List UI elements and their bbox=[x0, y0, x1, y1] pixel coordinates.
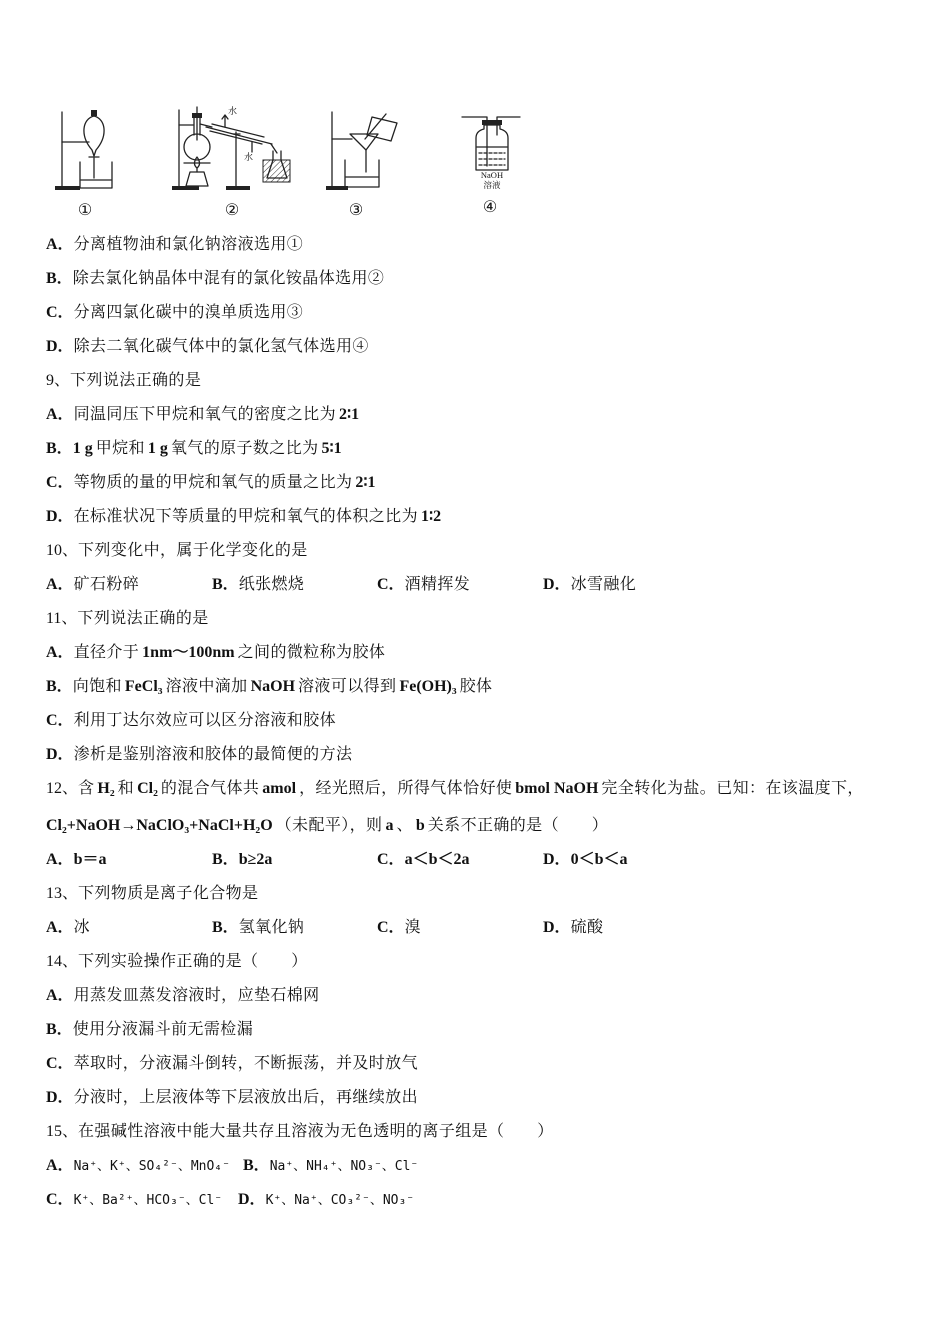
q13-stem bbox=[46, 877, 936, 911]
option-text: 溴 bbox=[404, 919, 421, 936]
q9-option-a bbox=[46, 398, 936, 432]
option-text: 酒精挥发 bbox=[404, 576, 471, 593]
ion-list: K⁺、Na⁺、CO₃²⁻、NO₃⁻ bbox=[265, 1193, 415, 1208]
option-label: A． bbox=[46, 644, 74, 661]
question-number: 15、 bbox=[46, 1123, 79, 1140]
option-label: B． bbox=[212, 576, 239, 593]
option-text: 硫酸 bbox=[570, 919, 604, 936]
option-label: B． bbox=[212, 919, 239, 936]
q8-option-c bbox=[46, 296, 936, 330]
q10-option-b bbox=[212, 568, 377, 602]
stem-text: ，经光照后，所得气体恰好使 bbox=[299, 780, 513, 797]
filtration-apparatus bbox=[326, 112, 397, 190]
q14-stem bbox=[46, 945, 936, 979]
q11-option-b bbox=[46, 670, 936, 704]
figure-label-3: ③ bbox=[348, 202, 364, 219]
option-label: D． bbox=[238, 1191, 266, 1208]
option-text: 冰 bbox=[73, 919, 90, 936]
option-label: D． bbox=[46, 338, 74, 355]
option-label: B． bbox=[243, 1157, 270, 1174]
variable: b bbox=[415, 817, 425, 834]
stem-text: 含 bbox=[78, 780, 95, 797]
separatory-funnel-apparatus bbox=[55, 110, 112, 190]
q15-option-d bbox=[238, 1183, 414, 1218]
q15-options-row-1 bbox=[46, 1149, 936, 1183]
option-label: D． bbox=[543, 851, 571, 868]
question-stem: 下列说法正确的是 bbox=[70, 372, 202, 389]
option-label: A． bbox=[46, 236, 74, 253]
option-label: B． bbox=[46, 270, 73, 287]
quantity: bmol NaOH bbox=[515, 780, 599, 797]
figure-label-1: ① bbox=[77, 202, 93, 219]
option-text: 除去二氧化碳气体中的氯化氢气体选用④ bbox=[73, 338, 369, 355]
water-inlet-label: 水 bbox=[244, 152, 254, 162]
q13-option-d bbox=[543, 911, 603, 945]
q10-options bbox=[46, 568, 936, 602]
q12-stem-line-1 bbox=[46, 772, 936, 806]
q14-option-b bbox=[46, 1013, 936, 1047]
q10-option-c bbox=[377, 568, 543, 602]
option-text: 利用丁达尔效应可以区分溶液和胶体 bbox=[73, 712, 336, 729]
option-text: b＝a bbox=[73, 851, 107, 868]
stem-text: 和 bbox=[117, 780, 135, 797]
q10-option-d bbox=[543, 568, 636, 602]
option-text: 在标准状况下等质量的甲烷和氧气的体积之比为 bbox=[73, 508, 418, 525]
formula: H₂ bbox=[97, 780, 115, 797]
option-label: D． bbox=[46, 508, 74, 525]
q12-option-d bbox=[543, 843, 630, 877]
option-text: 直径介于 bbox=[73, 644, 140, 661]
option-value: 2∶1 bbox=[338, 406, 360, 423]
q14-option-a bbox=[46, 979, 936, 1013]
formula: Cl₂ bbox=[137, 780, 158, 797]
option-text: a＜b＜2a bbox=[404, 851, 470, 868]
q12-option-b bbox=[212, 843, 377, 877]
q8-option-a bbox=[46, 228, 936, 262]
quantity: amol bbox=[262, 780, 297, 797]
formula: NaOH bbox=[250, 678, 296, 695]
gas-washing-bottle bbox=[462, 117, 520, 190]
option-label: D． bbox=[46, 1089, 74, 1106]
figure-label-4: ④ bbox=[482, 199, 498, 216]
apparatus-figures bbox=[0, 0, 950, 230]
q11-option-c bbox=[46, 704, 936, 738]
q11-stem bbox=[46, 602, 936, 636]
q15-stem bbox=[46, 1115, 936, 1149]
option-label: C． bbox=[377, 919, 405, 936]
question-number: 11、 bbox=[46, 610, 78, 627]
option-label: B． bbox=[46, 440, 73, 457]
option-label: D． bbox=[543, 919, 571, 936]
q8-option-d bbox=[46, 330, 936, 364]
q9-option-d bbox=[46, 500, 936, 534]
question-number: 13、 bbox=[46, 885, 79, 902]
q12-option-c bbox=[377, 843, 543, 877]
option-label: A． bbox=[46, 406, 74, 423]
option-text: 溶液中滴加 bbox=[165, 678, 248, 695]
reagent-label-naoh: NaOH bbox=[480, 170, 504, 180]
option-text: 除去氯化钠晶体中混有的氯化铵晶体选用② bbox=[72, 270, 385, 287]
option-text: 同温同压下甲烷和氧气的密度之比为 bbox=[73, 406, 336, 423]
option-label: C． bbox=[377, 851, 405, 868]
q9-option-c bbox=[46, 466, 936, 500]
option-value: 1 g bbox=[147, 440, 168, 457]
option-label: B． bbox=[212, 851, 239, 868]
option-text: 氢氧化钠 bbox=[238, 919, 305, 936]
question-list bbox=[46, 228, 936, 1217]
q15-option-b bbox=[243, 1149, 418, 1184]
question-stem: 下列说法正确的是 bbox=[77, 610, 209, 627]
question-number: 12、 bbox=[46, 780, 79, 797]
q8-option-b bbox=[46, 262, 936, 296]
option-text: 分离植物油和氯化钠溶液选用① bbox=[73, 236, 304, 253]
option-value: 5∶1 bbox=[321, 440, 342, 457]
option-text: 溶液可以得到 bbox=[298, 678, 397, 695]
option-value: 1nm～100nm bbox=[142, 644, 235, 661]
option-text: 使用分液漏斗前无需检漏 bbox=[72, 1021, 254, 1038]
q15-options-row-2 bbox=[46, 1183, 936, 1217]
q15-option-a bbox=[46, 1149, 243, 1184]
stem-text: （未配平），则 bbox=[275, 817, 383, 834]
option-value: 1 g bbox=[72, 440, 93, 457]
stem-text: 、 bbox=[396, 817, 413, 834]
q13-option-a bbox=[46, 911, 212, 945]
option-label: C． bbox=[46, 1191, 74, 1208]
option-text: 纸张燃烧 bbox=[238, 576, 305, 593]
option-label: D． bbox=[46, 746, 74, 763]
q10-option-a bbox=[46, 568, 212, 602]
option-text: 渗析是鉴别溶液和胶体的最简便的方法 bbox=[73, 746, 353, 763]
question-number: 10、 bbox=[46, 542, 79, 559]
question-number: 14、 bbox=[46, 953, 79, 970]
option-text: 之间的微粒称为胶体 bbox=[237, 644, 386, 661]
option-text: 氧气的原子数之比为 bbox=[170, 440, 319, 457]
option-label: B． bbox=[46, 678, 73, 695]
option-label: C． bbox=[377, 576, 405, 593]
q12-stem-line-2 bbox=[46, 809, 936, 843]
option-label: A． bbox=[46, 1157, 74, 1174]
ion-list: Na⁺、K⁺、SO₄²⁻、MnO₄⁻ bbox=[73, 1159, 230, 1174]
ion-list: K⁺、Ba²⁺、HCO₃⁻、Cl⁻ bbox=[73, 1193, 223, 1208]
option-label: A． bbox=[46, 851, 74, 868]
option-label: D． bbox=[543, 576, 571, 593]
figure-label-2: ② bbox=[224, 202, 240, 219]
option-text: 甲烷和 bbox=[95, 440, 145, 457]
q15-option-c bbox=[46, 1183, 238, 1218]
q12-option-a bbox=[46, 843, 212, 877]
option-text: 等物质的量的甲烷和氧气的质量之比为 bbox=[73, 474, 353, 491]
reagent-label-solution: 溶液 bbox=[483, 180, 501, 190]
option-text: b≥2a bbox=[238, 851, 273, 868]
q14-option-d bbox=[46, 1081, 936, 1115]
distillation-apparatus bbox=[172, 105, 290, 190]
equation: Cl₂+NaOH→NaClO₃+NaCl+H₂O bbox=[46, 817, 273, 834]
option-label: C． bbox=[46, 304, 74, 321]
water-outlet-label: 水 bbox=[228, 106, 238, 116]
q12-options bbox=[46, 843, 936, 877]
option-label: A． bbox=[46, 987, 74, 1004]
option-value: 1∶2 bbox=[420, 508, 442, 525]
q9-option-b bbox=[46, 432, 936, 466]
option-text: 胶体 bbox=[459, 678, 493, 695]
option-label: C． bbox=[46, 474, 74, 491]
option-text: 萃取时，分液漏斗倒转，不断振荡，并及时放气 bbox=[73, 1055, 418, 1072]
q10-stem bbox=[46, 534, 936, 568]
stem-text: 完全转化为盐。已知：在该温度下， bbox=[601, 780, 864, 797]
option-label: B． bbox=[46, 1021, 73, 1038]
question-stem: 下列实验操作正确的是（ ） bbox=[78, 953, 308, 970]
question-stem: 下列物质是离子化合物是 bbox=[78, 885, 259, 902]
stem-text: 的混合气体共 bbox=[160, 780, 260, 797]
stem-text: 关系不正确的是（ ） bbox=[427, 817, 609, 834]
formula: FeCl₃ bbox=[124, 678, 163, 695]
q11-option-a bbox=[46, 636, 936, 670]
option-label: A． bbox=[46, 576, 74, 593]
option-text: 矿石粉碎 bbox=[73, 576, 140, 593]
option-value: 2∶1 bbox=[355, 474, 376, 491]
option-text: 分液时，上层液体等下层液放出后，再继续放出 bbox=[73, 1089, 418, 1106]
option-text: 0＜b＜a bbox=[570, 851, 628, 868]
q14-option-c bbox=[46, 1047, 936, 1081]
question-stem: 在强碱性溶液中能大量共存且溶液为无色透明的离子组是（ ） bbox=[78, 1123, 554, 1140]
option-text: 分离四氯化碳中的溴单质选用③ bbox=[73, 304, 304, 321]
question-number: 9、 bbox=[46, 372, 71, 389]
option-text: 向饱和 bbox=[72, 678, 122, 695]
variable: a bbox=[385, 817, 394, 834]
option-text: 冰雪融化 bbox=[570, 576, 637, 593]
q13-option-c bbox=[377, 911, 543, 945]
q11-option-d bbox=[46, 738, 936, 772]
option-label: A． bbox=[46, 919, 74, 936]
q13-option-b bbox=[212, 911, 377, 945]
q9-stem bbox=[46, 364, 936, 398]
option-label: C． bbox=[46, 1055, 74, 1072]
option-label: C． bbox=[46, 712, 74, 729]
formula: Fe(OH)₃ bbox=[399, 678, 457, 695]
question-stem: 下列变化中，属于化学变化的是 bbox=[78, 542, 308, 559]
option-text: 用蒸发皿蒸发溶液时，应垫石棉网 bbox=[73, 987, 320, 1004]
ion-list: Na⁺、NH₄⁺、NO₃⁻、Cl⁻ bbox=[269, 1159, 419, 1174]
q13-options bbox=[46, 911, 936, 945]
